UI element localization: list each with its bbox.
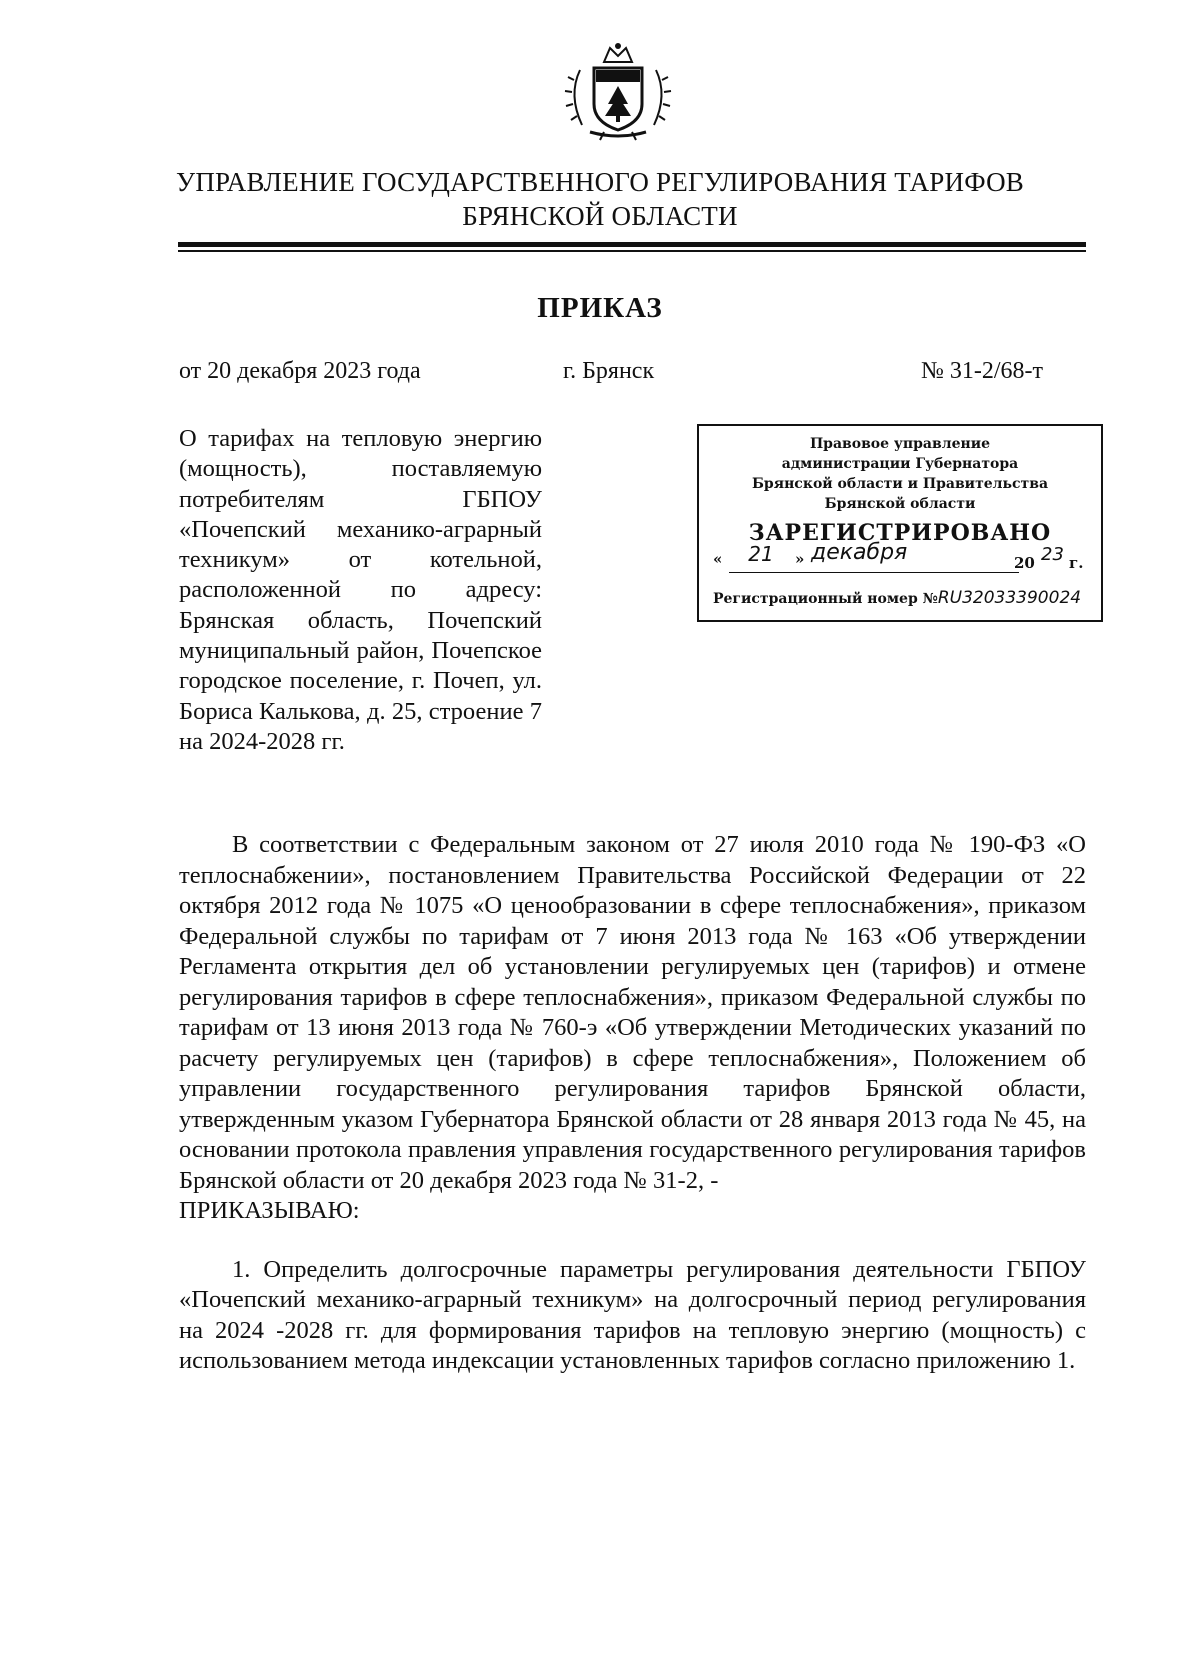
stamp-year-unit: г. xyxy=(1069,554,1084,572)
document-date: от 20 декабря 2023 года xyxy=(179,358,421,384)
body-order-word: ПРИКАЗЫВАЮ: xyxy=(179,1197,360,1224)
stamp-day: 21 xyxy=(748,542,774,566)
document-city: г. Брянск xyxy=(563,358,655,384)
stamp-quote-open: « xyxy=(713,550,723,568)
stamp-org-line3: Брянской области и Правительства xyxy=(751,476,1049,492)
body-paragraph-preamble: В соответствии с Федеральным законом от 27 июля 2010 года № 190-ФЗ «О теплоснабжении», постановлением Правительства Российской Федерации от 22 октября 2012 года № 1075 «О ценообразовании в сфере теплоснабжения», приказом Федеральной службы по тарифам от 7 июня 2013 года № 163 «Об утверждении Регламента открытия дел об установлении регулируемых цен (тарифов) и отмене регулирования тарифов в сфере теплоснабжения», приказом Федеральной службы по тарифам от 13 июня 2013 года № 760-э «Об утверждении Методических указаний по расчету регулируемых цен (тарифов) в сфере теплоснабжения», Положением об управлении государственного регулирования тарифов Брянской области, утвержденным указом Губернатора Брянской области от 28 января 2013 года № 45, на основании протокола правления управления государственного регулирования тарифов Брянской области от 20 декабря 2023 года № 31-2, - xyxy=(179,831,1086,1194)
header-rule-thick xyxy=(178,242,1086,247)
registration-stamp xyxy=(697,424,1103,622)
stamp-registration-row xyxy=(713,588,1093,608)
organization-title-line2: БРЯНСКОЙ ОБЛАСТИ xyxy=(462,201,738,231)
organization-title xyxy=(150,165,1050,233)
stamp-org-line1: Правовое управление xyxy=(809,436,991,452)
stamp-reg-label: Регистрационный номер № xyxy=(713,591,938,607)
stamp-status: ЗАРЕГИСТРИРОВАНО xyxy=(748,520,1052,546)
stamp-org-line4: Брянской области xyxy=(824,496,976,512)
document-type: ПРИКАЗ xyxy=(537,292,663,324)
header-rule-thin xyxy=(178,250,1086,252)
document-number: № 31-2/68-т xyxy=(921,358,1044,384)
document-body xyxy=(179,830,1086,1377)
stamp-quote-close: » xyxy=(795,550,805,568)
coat-of-arms-emblem xyxy=(560,40,676,146)
organization-title-line1: УПРАВЛЕНИЕ ГОСУДАРСТВЕННОГО РЕГУЛИРОВАНИЯ ТАРИФОВ xyxy=(176,167,1024,197)
stamp-year-suffix: 23 xyxy=(1041,544,1064,565)
stamp-date-row xyxy=(711,540,1089,576)
document-subject: О тарифах на тепловую энергию (мощность), поставляемую потребителям ГБПОУ «Почепский механико-аграрный техникум» от котельной, расположенной по адресу: Брянская область, Почепский муниципальный район, Почепское городское поселение, г. Почеп, ул. Бориса Калькова, д. 25, строение 7 на 2024-2028 гг. xyxy=(179,425,542,755)
stamp-org-line2: администрации Губернатора xyxy=(781,456,1019,472)
body-paragraph-item1: 1. Определить долгосрочные параметры регулирования деятельности ГБПОУ «Почепский механико-аграрный техникум» на долгосрочный период регулирования на 2024 -2028 гг. для формирования тарифов на тепловую энергию (мощность) с использованием метода индексации установленных тарифов согласно приложению 1. xyxy=(179,1255,1086,1374)
stamp-year-prefix: 20 xyxy=(1014,554,1035,572)
stamp-month: декабря xyxy=(811,540,908,565)
stamp-reg-number: RU32033390024 xyxy=(937,588,1082,608)
stamp-date-underline xyxy=(729,572,1019,573)
